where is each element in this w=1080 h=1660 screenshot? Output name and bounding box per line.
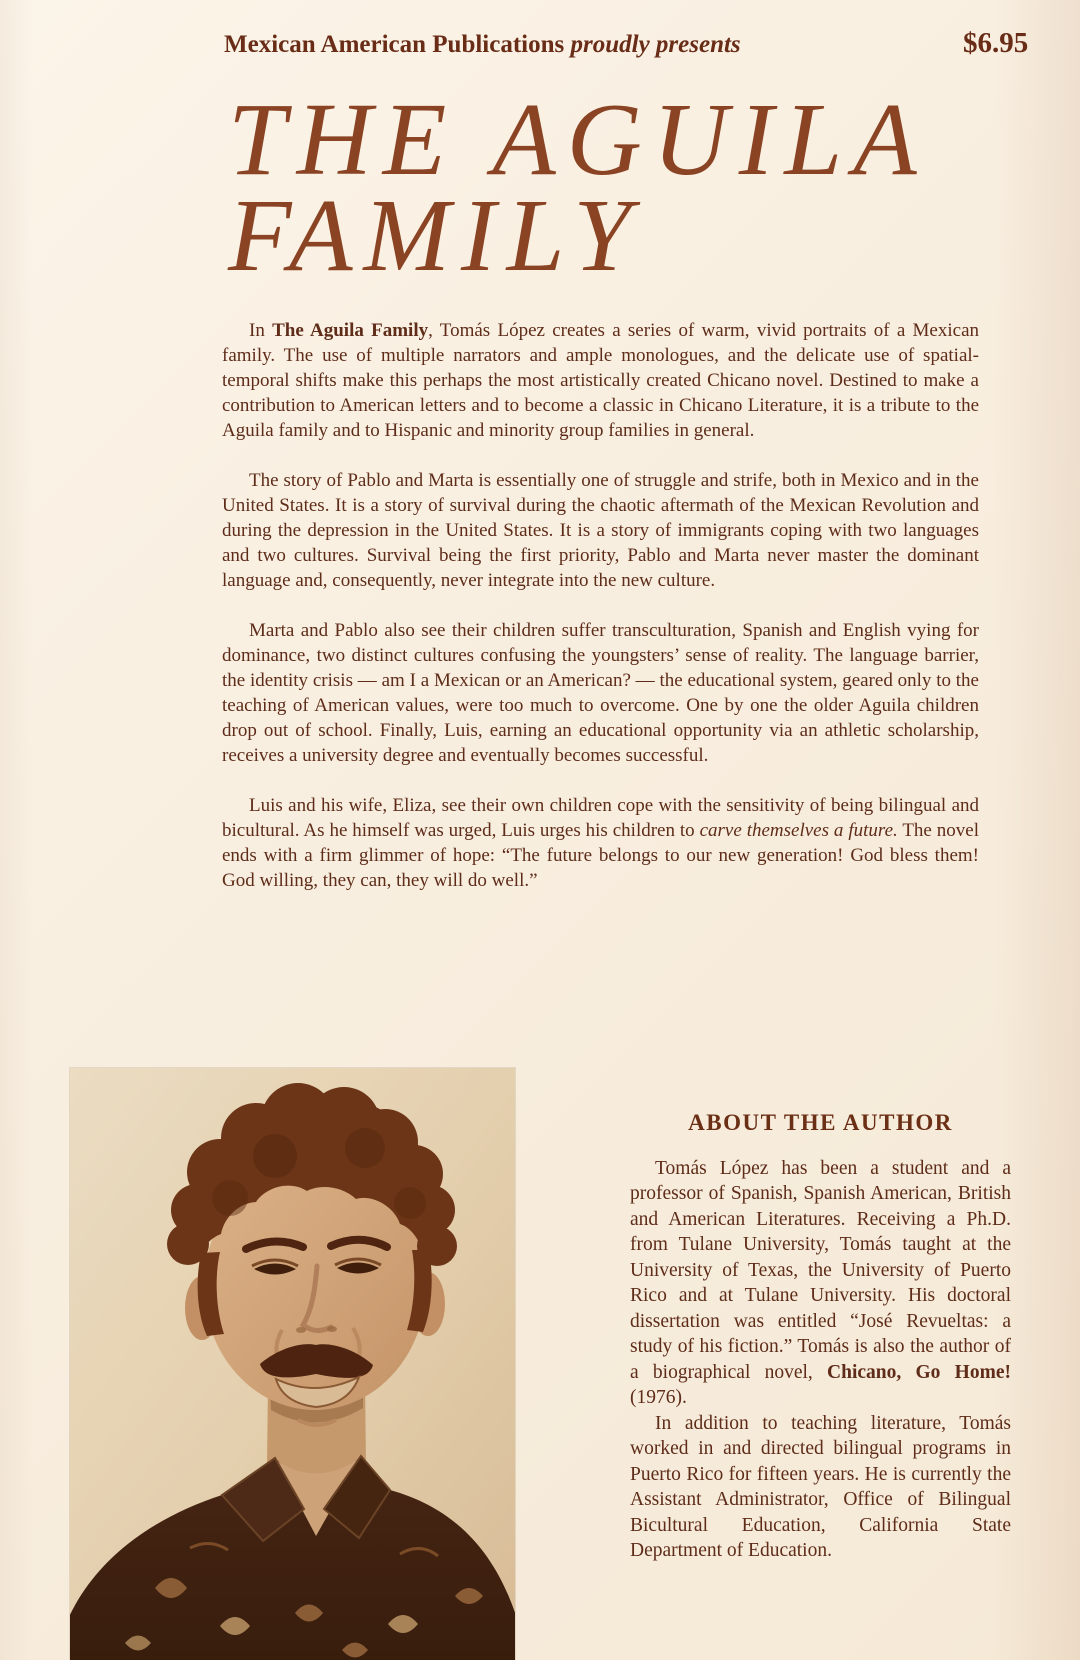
author-portrait-illustration (70, 1068, 515, 1660)
synopsis-p4-lead: Luis and his wife, Eliza, see their own children cope with the sensitivity of being bilingual and bicultural. As he himself was urged, Luis urges his children to (222, 795, 979, 841)
synopsis-section (222, 318, 979, 918)
synopsis-p4-italic-phrase: carve themselves a future. (699, 820, 898, 841)
synopsis-paragraph-2: The story of Pablo and Marta is essentially one of struggle and strife, both in Mexico and in the United States. It is a story of survival during the chaotic aftermath of the Mexican Revolution and during the depression in the United States. It is a story of immigrants coping with two languages and two cultures. Survival being the first priority, Pablo and Marta never master the dominant language and, consequently, never integrate into the new culture. (222, 470, 979, 591)
about-author-section (630, 1110, 1011, 1564)
about-p1-novel-title: Chicano, Go Home! (827, 1361, 1011, 1383)
about-author-heading: ABOUT THE AUTHOR (688, 1110, 953, 1135)
about-paragraph-2: In addition to teaching literature, Tomás worked in and directed bilingual programs in Puerto Rico for fifteen years. He is currently the Assistant Administrator, Office of Bilingual Bicultural Education, California State Department of Education. (630, 1412, 1011, 1561)
synopsis-paragraph-1 (222, 318, 979, 443)
synopsis-p1-rest: , Tomás López creates a series of warm, vivid portraits of a Mexican family. The use of multiple narrators and ample monologues, and the delicate use of spatial-temporal shifts make this perhaps the most artistically created Chicano novel. Destined to make a contribution to American letters and to become a classic in Chicano Literature, it is a tribute to the Aguila family and to Hispanic and minority group families in general. (222, 320, 980, 441)
publisher-line (224, 31, 741, 59)
about-paragraph-1 (630, 1156, 1011, 1411)
price-label: $6.95 (963, 27, 1029, 59)
synopsis-p1-lead: In (249, 320, 273, 341)
synopsis-paragraph-3: Marta and Pablo also see their children suffer transculturation, Spanish and English vying for dominance, two distinct cultures confusing the youngsters’ sense of reality. The language barrier, the identity crisis — am I a Mexican or an American? — the educational system, geared only to the teaching of American values, were too much to overcome. One by one the older Aguila children drop out of school. Finally, Luis, earning an educational opportunity via an athletic scholarship, receives a university degree and eventually becomes successful. (222, 620, 979, 766)
book-title (228, 82, 928, 293)
about-p1-rest: (1976). (630, 1387, 687, 1408)
publisher-name: Mexican American Publications (224, 31, 565, 58)
book-title-line2: FAMILY (228, 177, 643, 293)
synopsis-p4-rest: The novel ends with a firm glimmer of hope: “The future belongs to our new generation! God bless them! God willing, they can, they will do well.” (222, 820, 979, 891)
synopsis-p1-booktitle: The Aguila Family (272, 320, 429, 341)
publisher-tagline: proudly presents (570, 31, 741, 58)
author-photo (70, 1068, 515, 1660)
synopsis-paragraph-4 (222, 793, 979, 893)
book-title-line1: THE AGUILA (228, 82, 928, 197)
about-p1-lead: Tomás López has been a student and a professor of Spanish, Spanish American, British and American Literatures. Receiving a Ph.D. from Tulane University, Tomás taught at the University of Texas, the University of Puerto Rico and at Tulane University. His doctoral dissertation was entitled “José Revueltas: a study of his fiction.” Tomás is also the author of a biographical novel, (630, 1157, 1011, 1383)
